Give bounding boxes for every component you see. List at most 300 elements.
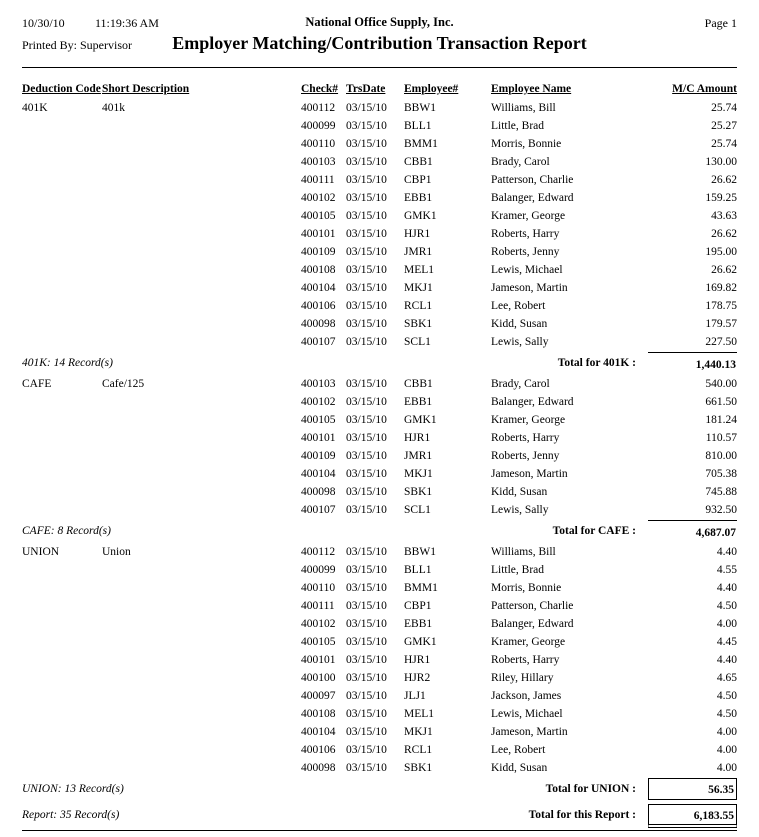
trs-date-cell: 03/15/10 — [346, 336, 387, 348]
trs-date-cell: 03/15/10 — [346, 156, 387, 168]
deduction-code-cell — [22, 298, 102, 316]
check-number-cell: 400108 — [301, 708, 336, 720]
table-row — [22, 226, 737, 244]
mc-amount-cell: 26.62 — [711, 174, 737, 186]
mc-amount-cell: 181.24 — [705, 414, 737, 426]
mc-amount-cell: 25.74 — [711, 102, 737, 114]
employee-name-cell: Roberts, Jenny — [491, 246, 560, 258]
employee-name-cell: Balanger, Edward — [491, 618, 574, 630]
short-description-cell — [102, 688, 301, 706]
employee-name-cell: Williams, Bill — [491, 102, 556, 114]
employee-name-cell: Kramer, George — [491, 414, 566, 426]
check-number-cell: 400107 — [301, 504, 336, 516]
trs-date-cell: 03/15/10 — [346, 120, 387, 132]
short-description-cell — [102, 706, 301, 724]
mc-amount-cell: 159.25 — [705, 192, 737, 204]
short-description-cell — [102, 190, 301, 208]
check-number-cell: 400104 — [301, 468, 336, 480]
check-number-cell: 400105 — [301, 414, 336, 426]
table-row — [22, 100, 737, 118]
column-header-check-number: Check# — [301, 83, 339, 95]
employee-name-cell: Kidd, Susan — [491, 762, 548, 774]
section-total-label: Total for UNION : — [545, 783, 636, 795]
employee-number-cell: HJR1 — [404, 228, 431, 240]
check-number-cell: 400109 — [301, 246, 336, 258]
employee-number-cell: MKJ1 — [404, 282, 433, 294]
column-header-short-description: Short Description — [102, 83, 190, 95]
deduction-code-cell — [22, 580, 102, 598]
deduction-code-cell — [22, 742, 102, 760]
employee-name-cell: Lewis, Michael — [491, 708, 563, 720]
mc-amount-cell: 4.00 — [716, 762, 737, 774]
employee-name-cell: Morris, Bonnie — [491, 582, 562, 594]
employee-number-cell: JMR1 — [404, 246, 433, 258]
short-description-cell: Union — [102, 546, 131, 558]
short-description-cell — [102, 118, 301, 136]
mc-amount-cell: 43.63 — [711, 210, 737, 222]
employee-name-cell: Kramer, George — [491, 210, 566, 222]
mc-amount-cell: 4.00 — [716, 618, 737, 630]
trs-date-cell: 03/15/10 — [346, 546, 387, 558]
column-header-trs-date: TrsDate — [346, 83, 386, 95]
deduction-code-cell — [22, 244, 102, 262]
short-description-cell — [102, 316, 301, 334]
trs-date-cell: 03/15/10 — [346, 744, 387, 756]
mc-amount-cell: 195.00 — [705, 246, 737, 258]
short-description-cell — [102, 430, 301, 448]
section-total-amount: 56.35 — [648, 778, 737, 800]
check-number-cell: 400102 — [301, 192, 336, 204]
employee-number-cell: CBP1 — [404, 174, 432, 186]
employee-number-cell: BBW1 — [404, 102, 436, 114]
short-description-cell — [102, 634, 301, 652]
employee-name-cell: Roberts, Harry — [491, 654, 560, 666]
deduction-code-cell — [22, 562, 102, 580]
table-row — [22, 688, 737, 706]
trs-date-cell: 03/15/10 — [346, 246, 387, 258]
short-description-cell — [102, 580, 301, 598]
mc-amount-cell: 25.74 — [711, 138, 737, 150]
table-row — [22, 616, 737, 634]
deduction-code-cell — [22, 190, 102, 208]
employee-name-cell: Lee, Robert — [491, 300, 546, 312]
print-date: 10/30/10 — [22, 16, 65, 30]
table-row — [22, 466, 737, 484]
short-description-cell — [102, 616, 301, 634]
table-row — [22, 394, 737, 412]
mc-amount-cell: 4.00 — [716, 726, 737, 738]
trs-date-cell: 03/15/10 — [346, 600, 387, 612]
check-number-cell: 400102 — [301, 396, 336, 408]
mc-amount-cell: 169.82 — [705, 282, 737, 294]
trs-date-cell: 03/15/10 — [346, 432, 387, 444]
section-footer-row — [22, 520, 737, 544]
employee-number-cell: HJR1 — [404, 432, 431, 444]
trs-date-cell: 03/15/10 — [346, 378, 387, 390]
table-row — [22, 136, 737, 154]
table-row — [22, 262, 737, 280]
check-number-cell: 400111 — [301, 174, 335, 186]
check-number-cell: 400098 — [301, 318, 336, 330]
employee-name-cell: Lewis, Sally — [491, 336, 549, 348]
table-row — [22, 430, 737, 448]
check-number-cell: 400111 — [301, 600, 335, 612]
deduction-code-cell — [22, 394, 102, 412]
employee-name-cell: Jackson, James — [491, 690, 562, 702]
short-description-cell — [102, 742, 301, 760]
deduction-code-cell — [22, 652, 102, 670]
trs-date-cell: 03/15/10 — [346, 138, 387, 150]
employee-name-cell: Kramer, George — [491, 636, 566, 648]
printed-by-label: Printed By: Supervisor — [22, 38, 132, 52]
short-description-cell — [102, 226, 301, 244]
table-row — [22, 298, 737, 316]
check-number-cell: 400105 — [301, 636, 336, 648]
check-number-cell: 400106 — [301, 744, 336, 756]
trs-date-cell: 03/15/10 — [346, 318, 387, 330]
employee-name-cell: Balanger, Edward — [491, 192, 574, 204]
mc-amount-cell: 4.55 — [716, 564, 737, 576]
table-row — [22, 634, 737, 652]
check-number-cell: 400105 — [301, 210, 336, 222]
section-record-count: 401K: 14 Record(s) — [22, 357, 113, 369]
short-description-cell — [102, 448, 301, 466]
check-number-cell: 400109 — [301, 450, 336, 462]
short-description-cell — [102, 136, 301, 154]
trs-date-cell: 03/15/10 — [346, 564, 387, 576]
employee-name-cell: Riley, Hillary — [491, 672, 554, 684]
check-number-cell: 400097 — [301, 690, 336, 702]
mc-amount-cell: 178.75 — [705, 300, 737, 312]
check-number-cell: 400099 — [301, 120, 336, 132]
deduction-code-cell — [22, 118, 102, 136]
employee-number-cell: MKJ1 — [404, 726, 433, 738]
trs-date-cell: 03/15/10 — [346, 264, 387, 276]
employee-name-cell: Brady, Carol — [491, 378, 550, 390]
report-body — [22, 100, 737, 802]
report-title: Employer Matching/Contribution Transaction Report — [172, 33, 587, 53]
table-row — [22, 562, 737, 580]
trs-date-cell: 03/15/10 — [346, 174, 387, 186]
company-name: National Office Supply, Inc. — [305, 15, 454, 29]
short-description-cell — [102, 394, 301, 412]
employee-number-cell: SBK1 — [404, 486, 433, 498]
employee-number-cell: JMR1 — [404, 450, 433, 462]
employee-number-cell: RCL1 — [404, 744, 433, 756]
deduction-code-cell — [22, 430, 102, 448]
page-bottom-rule — [22, 830, 737, 831]
employee-number-cell: HJR1 — [404, 654, 431, 666]
mc-amount-cell: 745.88 — [705, 486, 737, 498]
deduction-code-cell — [22, 208, 102, 226]
check-number-cell: 400103 — [301, 156, 336, 168]
employee-number-cell: JLJ1 — [404, 690, 426, 702]
short-description-cell — [102, 562, 301, 580]
employee-number-cell: BMM1 — [404, 582, 438, 594]
deduction-code-cell — [22, 448, 102, 466]
report-total-amount: 6,183.55 — [648, 804, 737, 828]
table-row — [22, 244, 737, 262]
deduction-code-cell — [22, 502, 102, 520]
table-row — [22, 448, 737, 466]
table-row — [22, 334, 737, 352]
short-description-cell — [102, 334, 301, 352]
deduction-code-cell — [22, 316, 102, 334]
short-description-cell — [102, 724, 301, 742]
short-description-cell — [102, 172, 301, 190]
deduction-code-cell — [22, 688, 102, 706]
employee-number-cell: EBB1 — [404, 396, 433, 408]
employee-name-cell: Brady, Carol — [491, 156, 550, 168]
mc-amount-cell: 227.50 — [705, 336, 737, 348]
page-number: Page 1 — [704, 16, 737, 30]
deduction-code-cell — [22, 466, 102, 484]
column-header-deduction-code: Deduction Code — [22, 83, 101, 95]
short-description-cell — [102, 244, 301, 262]
deduction-code-cell — [22, 154, 102, 172]
employee-name-cell: Kidd, Susan — [491, 486, 548, 498]
section-footer-row — [22, 778, 737, 802]
short-description-cell: Cafe/125 — [102, 378, 145, 390]
employee-number-cell: SBK1 — [404, 318, 433, 330]
trs-date-cell: 03/15/10 — [346, 486, 387, 498]
employee-number-cell: EBB1 — [404, 192, 433, 204]
employee-number-cell: SCL1 — [404, 336, 431, 348]
employee-number-cell: BLL1 — [404, 120, 432, 132]
short-description-cell — [102, 208, 301, 226]
deduction-code-cell — [22, 670, 102, 688]
trs-date-cell: 03/15/10 — [346, 762, 387, 774]
trs-date-cell: 03/15/10 — [346, 300, 387, 312]
employee-name-cell: Little, Brad — [491, 120, 545, 132]
check-number-cell: 400104 — [301, 726, 336, 738]
short-description-cell — [102, 298, 301, 316]
mc-amount-cell: 4.40 — [716, 582, 737, 594]
trs-date-cell: 03/15/10 — [346, 414, 387, 426]
check-number-cell: 400104 — [301, 282, 336, 294]
trs-date-cell: 03/15/10 — [346, 654, 387, 666]
check-number-cell: 400100 — [301, 672, 336, 684]
mc-amount-cell: 705.38 — [705, 468, 737, 480]
employee-number-cell: CBB1 — [404, 156, 433, 168]
employee-number-cell: HJR2 — [404, 672, 431, 684]
short-description-cell — [102, 466, 301, 484]
check-number-cell: 400102 — [301, 618, 336, 630]
employee-number-cell: RCL1 — [404, 300, 433, 312]
trs-date-cell: 03/15/10 — [346, 672, 387, 684]
employee-number-cell: SBK1 — [404, 762, 433, 774]
deduction-code-cell — [22, 724, 102, 742]
employee-number-cell: CBP1 — [404, 600, 432, 612]
short-description-cell — [102, 760, 301, 778]
employee-name-cell: Jameson, Martin — [491, 468, 568, 480]
employee-number-cell: MEL1 — [404, 264, 435, 276]
mc-amount-cell: 25.27 — [711, 120, 737, 132]
section-total-amount: 1,440.13 — [648, 352, 737, 376]
report-footer-row — [22, 804, 737, 828]
mc-amount-cell: 110.57 — [705, 432, 737, 444]
employee-name-cell: Roberts, Harry — [491, 432, 560, 444]
employee-number-cell: BMM1 — [404, 138, 438, 150]
employee-name-cell: Lee, Robert — [491, 744, 546, 756]
trs-date-cell: 03/15/10 — [346, 228, 387, 240]
table-row — [22, 190, 737, 208]
check-number-cell: 400110 — [301, 138, 336, 150]
table-row — [22, 502, 737, 520]
short-description-cell: 401k — [102, 102, 125, 114]
report-record-count: Report: 35 Record(s) — [22, 809, 120, 821]
short-description-cell — [102, 262, 301, 280]
deduction-code-cell: 401K — [22, 102, 48, 114]
mc-amount-cell: 4.50 — [716, 708, 737, 720]
mc-amount-cell: 179.57 — [705, 318, 737, 330]
table-row — [22, 154, 737, 172]
trs-date-cell: 03/15/10 — [346, 690, 387, 702]
mc-amount-cell: 4.45 — [716, 636, 737, 648]
employee-number-cell: BLL1 — [404, 564, 432, 576]
employee-name-cell: Little, Brad — [491, 564, 545, 576]
employee-name-cell: Kidd, Susan — [491, 318, 548, 330]
deduction-code-cell — [22, 616, 102, 634]
deduction-code-cell — [22, 334, 102, 352]
table-row — [22, 544, 737, 562]
mc-amount-cell: 4.50 — [716, 600, 737, 612]
employee-name-cell: Jameson, Martin — [491, 726, 568, 738]
employee-number-cell: GMK1 — [404, 210, 437, 222]
mc-amount-cell: 661.50 — [705, 396, 737, 408]
deduction-code-cell — [22, 262, 102, 280]
check-number-cell: 400101 — [301, 432, 336, 444]
table-row — [22, 280, 737, 298]
trs-date-cell: 03/15/10 — [346, 282, 387, 294]
trs-date-cell: 03/15/10 — [346, 618, 387, 630]
short-description-cell — [102, 484, 301, 502]
table-row — [22, 706, 737, 724]
deduction-code-cell: CAFE — [22, 378, 52, 390]
mc-amount-cell: 26.62 — [711, 264, 737, 276]
print-time: 11:19:36 AM — [95, 16, 159, 30]
employee-name-cell: Lewis, Sally — [491, 504, 549, 516]
employee-name-cell: Patterson, Charlie — [491, 600, 574, 612]
mc-amount-cell: 4.00 — [716, 744, 737, 756]
deduction-code-cell: UNION — [22, 546, 60, 558]
employee-name-cell: Lewis, Michael — [491, 264, 563, 276]
mc-amount-cell: 130.00 — [705, 156, 737, 168]
short-description-cell — [102, 598, 301, 616]
trs-date-cell: 03/15/10 — [346, 708, 387, 720]
employee-number-cell: GMK1 — [404, 414, 437, 426]
section-total-amount: 4,687.07 — [648, 520, 737, 544]
table-row — [22, 598, 737, 616]
short-description-cell — [102, 502, 301, 520]
column-header-row — [22, 68, 737, 100]
trs-date-cell: 03/15/10 — [346, 726, 387, 738]
deduction-code-cell — [22, 226, 102, 244]
section-record-count: CAFE: 8 Record(s) — [22, 525, 111, 537]
deduction-code-cell — [22, 280, 102, 298]
trs-date-cell: 03/15/10 — [346, 210, 387, 222]
table-row — [22, 580, 737, 598]
table-row — [22, 316, 737, 334]
employee-number-cell: GMK1 — [404, 636, 437, 648]
trs-date-cell: 03/15/10 — [346, 192, 387, 204]
check-number-cell: 400108 — [301, 264, 336, 276]
check-number-cell: 400098 — [301, 762, 336, 774]
section-total-label: Total for 401K : — [557, 357, 636, 369]
mc-amount-cell: 26.62 — [711, 228, 737, 240]
table-row — [22, 376, 737, 394]
trs-date-cell: 03/15/10 — [346, 636, 387, 648]
deduction-code-cell — [22, 598, 102, 616]
employee-name-cell: Williams, Bill — [491, 546, 556, 558]
check-number-cell: 400112 — [301, 546, 336, 558]
trs-date-cell: 03/15/10 — [346, 468, 387, 480]
employee-name-cell: Morris, Bonnie — [491, 138, 562, 150]
mc-amount-cell: 4.40 — [716, 654, 737, 666]
table-row — [22, 172, 737, 190]
check-number-cell: 400103 — [301, 378, 336, 390]
report-total-label: Total for this Report : — [528, 809, 636, 821]
section-record-count: UNION: 13 Record(s) — [22, 783, 124, 795]
report-header — [22, 0, 737, 68]
table-row — [22, 484, 737, 502]
table-row — [22, 118, 737, 136]
short-description-cell — [102, 652, 301, 670]
check-number-cell: 400110 — [301, 582, 336, 594]
employee-name-cell: Jameson, Martin — [491, 282, 568, 294]
table-row — [22, 652, 737, 670]
mc-amount-cell: 4.65 — [716, 672, 737, 684]
table-row — [22, 412, 737, 430]
employee-name-cell: Roberts, Jenny — [491, 450, 560, 462]
deduction-code-cell — [22, 136, 102, 154]
column-header-mc-amount: M/C Amount — [672, 83, 737, 95]
section-footer-row — [22, 352, 737, 376]
trs-date-cell: 03/15/10 — [346, 450, 387, 462]
check-number-cell: 400099 — [301, 564, 336, 576]
trs-date-cell: 03/15/10 — [346, 102, 387, 114]
deduction-code-cell — [22, 172, 102, 190]
employee-number-cell: CBB1 — [404, 378, 433, 390]
trs-date-cell: 03/15/10 — [346, 396, 387, 408]
check-number-cell: 400112 — [301, 102, 336, 114]
trs-date-cell: 03/15/10 — [346, 582, 387, 594]
deduction-code-cell — [22, 484, 102, 502]
mc-amount-cell: 810.00 — [705, 450, 737, 462]
table-row — [22, 760, 737, 778]
deduction-code-cell — [22, 412, 102, 430]
check-number-cell: 400098 — [301, 486, 336, 498]
short-description-cell — [102, 154, 301, 172]
mc-amount-cell: 4.40 — [716, 546, 737, 558]
deduction-code-cell — [22, 634, 102, 652]
employee-number-cell: SCL1 — [404, 504, 431, 516]
short-description-cell — [102, 412, 301, 430]
short-description-cell — [102, 280, 301, 298]
check-number-cell: 400101 — [301, 228, 336, 240]
column-header-employee-name: Employee Name — [491, 83, 572, 95]
employee-name-cell: Patterson, Charlie — [491, 174, 574, 186]
check-number-cell: 400107 — [301, 336, 336, 348]
deduction-code-cell — [22, 706, 102, 724]
trs-date-cell: 03/15/10 — [346, 504, 387, 516]
check-number-cell: 400101 — [301, 654, 336, 666]
employee-number-cell: BBW1 — [404, 546, 436, 558]
column-header-employee-number: Employee# — [404, 83, 459, 95]
employee-name-cell: Roberts, Harry — [491, 228, 560, 240]
employee-number-cell: MEL1 — [404, 708, 435, 720]
table-row — [22, 208, 737, 226]
